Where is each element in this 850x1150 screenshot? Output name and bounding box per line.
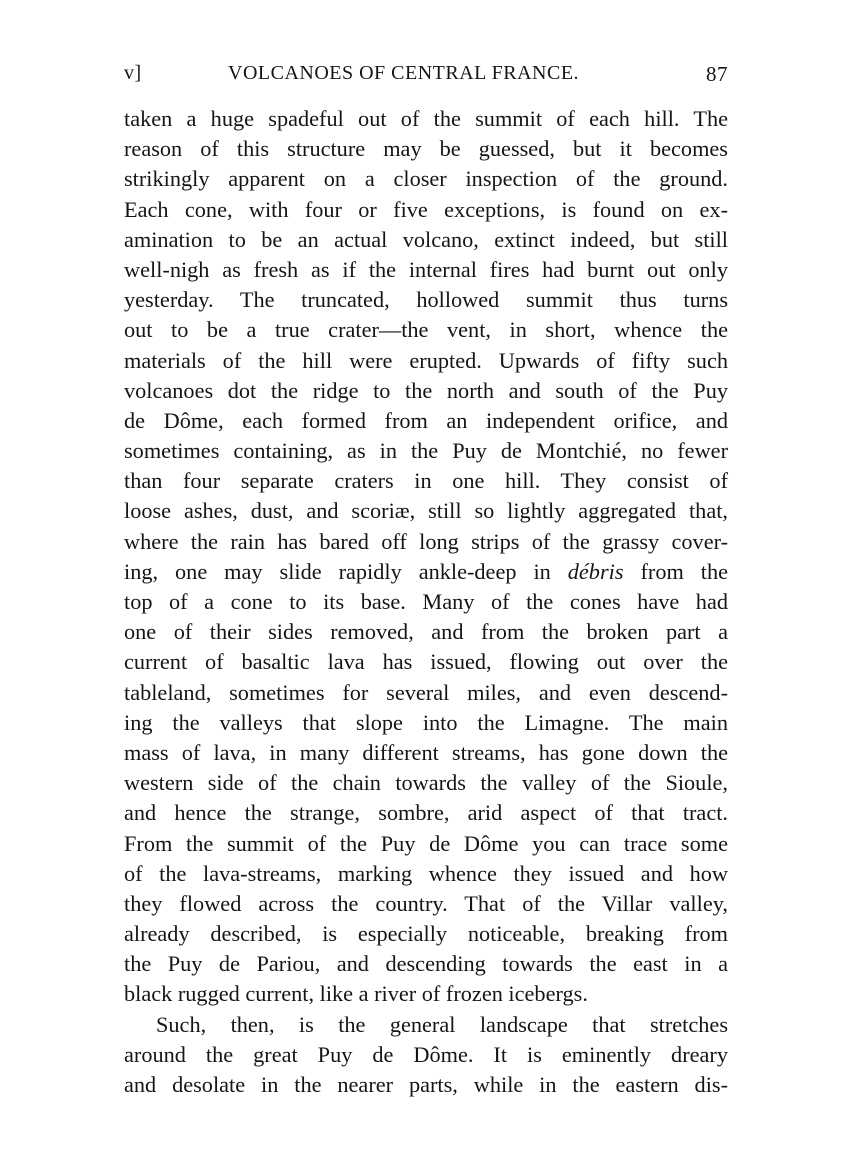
text-line: Each cone, with four or five exceptions, is found on ex- — [124, 196, 728, 222]
page-number: 87 — [706, 62, 728, 86]
text-line: mass of lava, in many different streams, has gone down the — [124, 739, 728, 765]
text-line: loose ashes, dust, and scoriæ, still so lightly aggregated that, — [124, 498, 728, 524]
text-line: already described, is especially noticeable, breaking from — [124, 921, 728, 947]
text-line: reason of this structure may be guessed, but it becomes — [124, 136, 728, 162]
text-line: western side of the chain towards the valley of the Sioule, — [124, 770, 728, 796]
text-line: and hence the strange, sombre, arid aspect of that tract. — [124, 800, 728, 826]
text-line: strikingly apparent on a closer inspection of the ground. — [124, 166, 728, 192]
text-line: than four separate craters in one hill. They consist of — [124, 468, 728, 494]
text-line: top of a cone to its base. Many of the cones have had — [124, 589, 728, 614]
text-line: and desolate in the nearer parts, while in the eastern dis- — [124, 1072, 728, 1097]
text-segment: ing, one may slide rapidly ankle-deep in — [124, 558, 568, 584]
text-line: volcanoes dot the ridge to the north and south of the Puy — [124, 377, 728, 403]
text-line: one of their sides removed, and from the broken part a — [124, 619, 728, 645]
text-line: out to be a true crater—the vent, in short, whence the — [124, 317, 728, 343]
text-line: amination to be an actual volcano, extinct indeed, but still — [124, 226, 728, 252]
running-head — [124, 60, 728, 92]
text-line: de Dôme, each formed from an independent orifice, and — [124, 407, 728, 433]
text-segment: from the — [623, 558, 729, 584]
text-line: of the lava-streams, marking whence they issued and how — [124, 860, 728, 886]
text-line: materials of the hill were erupted. Upwards of fifty such — [124, 347, 728, 373]
text-line: well-nigh as fresh as if the internal fires had burnt out only — [124, 256, 728, 282]
italic-word: débris — [567, 558, 624, 584]
text-line-with-italic — [124, 557, 728, 587]
paragraph-first-line: Such, then, is the general landscape that stretches — [156, 1011, 728, 1037]
running-title: VOLCANOES OF CENTRAL FRANCE. — [228, 62, 580, 84]
paragraph-last-line: black rugged current, like a river of frozen icebergs. — [124, 981, 588, 1007]
text-line: yesterday. The truncated, hollowed summit thus turns — [124, 287, 728, 313]
text-line: around the great Puy de Dôme. It is eminently dreary — [124, 1041, 728, 1067]
body-text — [124, 104, 728, 1100]
text-line: where the rain has bared off long strips of the grassy cover- — [124, 528, 728, 554]
text-line: sometimes containing, as in the Puy de Montchié, no fewer — [124, 438, 728, 464]
text-line: taken a huge spadeful out of the summit of each hill. The — [124, 106, 728, 131]
text-line: they flowed across the country. That of the Villar valley, — [124, 890, 728, 916]
text-line: ing the valleys that slope into the Limagne. The main — [124, 709, 728, 735]
text-line: From the summit of the Puy de Dôme you can trace some — [124, 830, 728, 856]
text-line: the Puy de Pariou, and descending towards the east in a — [124, 951, 728, 977]
text-line: current of basaltic lava has issued, flowing out over the — [124, 649, 728, 675]
chapter-marker: v] — [124, 62, 142, 84]
text-line: tableland, sometimes for several miles, and even descend- — [124, 679, 728, 705]
